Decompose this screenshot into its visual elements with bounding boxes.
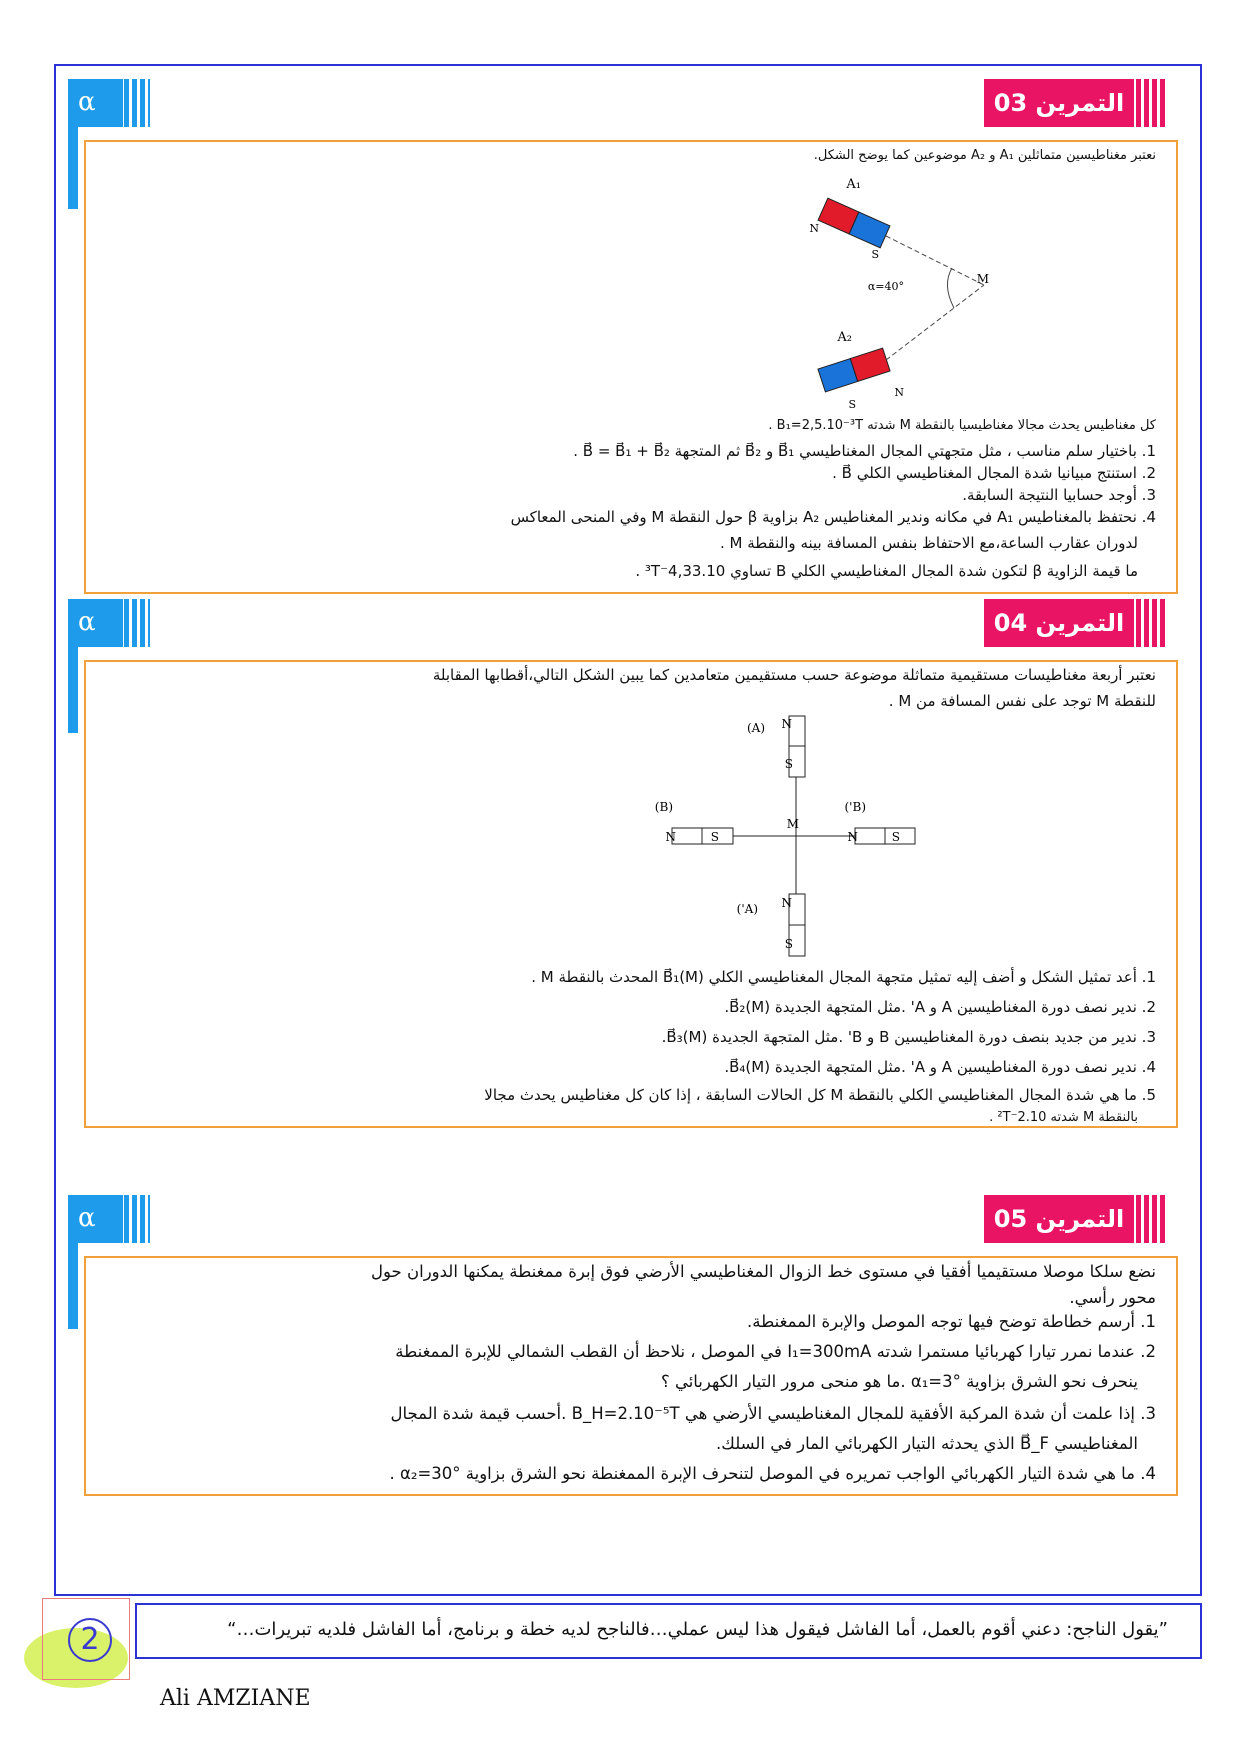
- ex3-label-s2: S: [848, 398, 856, 411]
- ex4-magnet-b2: [855, 828, 915, 844]
- ex3-figure: [746, 170, 1026, 410]
- ex4-a2-s: S: [784, 937, 793, 951]
- page-number: 2: [68, 1618, 112, 1662]
- ex3-title-stripes: [1136, 79, 1168, 127]
- ex4-q1: 1. أعد تمثيل الشكل و أضف إليه تمثيل متجهة المجال المغناطيسي الكلي B⃗₁(M) المحدث بالنقطة M .: [531, 968, 1156, 986]
- ex4-q5a: 5. ما هي شدة المجال المغناطيسي الكلي بالنقطة M كل الحالات السابقة ، إذا كان كل مغناطيس يحدث مجالا: [484, 1086, 1156, 1104]
- footer-quote-box: [135, 1603, 1202, 1659]
- ex3-angle-arc: [947, 268, 954, 308]
- ex5-intro2: محور رأسي.: [1069, 1288, 1156, 1307]
- ex3-alpha-badge: α: [68, 79, 123, 127]
- ex3-header: [56, 79, 1204, 127]
- ex5-intro1: نضع سلكا موصلا مستقيميا أفقيا في مستوى خط الزوال المغناطيسي الأرضي فوق إبرة ممغنطة يمكنها الدوران حول: [371, 1262, 1156, 1281]
- ex4-b-s: S: [710, 830, 719, 844]
- ex5-q2b: ينحرف نحو الشرق بزاوية α₁=3° .ما هو منحى مرور التيار الكهربائي ؟: [660, 1372, 1138, 1391]
- ex4-intro1: نعتبر أربعة مغناطيسات مستقيمية متماثلة موضوعة حسب مستقيمين متعامدين كما يبين الشكل التالي،أقطابها المقابلة: [432, 666, 1156, 684]
- ex3-q3: 3. أوجد حسابيا النتيجة السابقة.: [962, 486, 1156, 504]
- ex3-label-n2: N: [894, 386, 904, 399]
- ex4-q5b: بالنقطة M شدته 2.10⁻²T .: [989, 1110, 1138, 1125]
- ex4-a-n: N: [781, 717, 792, 731]
- author-name: Ali AMZIANE: [160, 1686, 311, 1711]
- ex4-header: [56, 599, 1204, 647]
- ex3-label-a1: A₁: [846, 177, 861, 192]
- ex5-alpha-badge: α: [68, 1195, 123, 1243]
- ex5-header: [56, 1195, 1204, 1243]
- ex3-q4c: ما قيمة الزاوية β لتكون شدة المجال المغناطيسي الكلي B تساوي 4,33.10⁻³T .: [635, 562, 1138, 580]
- ex4-title: التمرين 04: [984, 599, 1134, 647]
- ex3-label-s1: S: [871, 248, 879, 261]
- footer-quote: ”يقول الناجح: دعني أقوم بالعمل، أما الفاشل فيقول هذا ليس عملي…فالناجح لديه خطة و برنامج، أما الفاشل فلديه تبريرات…“: [227, 1619, 1168, 1640]
- ex4-intro2: للنقطة M توجد على نفس المسافة من M .: [888, 692, 1156, 710]
- ex4-b-n: N: [665, 830, 676, 844]
- ex4-b2-n: N: [847, 830, 858, 844]
- ex5-alpha-stripes: [124, 1195, 150, 1243]
- ex3-q4a: 4. نحتفظ بالمغناطيس A₁ في مكانه وندير المغناطيس A₂ بزاوية β حول النقطة M وفي المنحى المعاكس: [510, 508, 1156, 526]
- ex5-q1: 1. أرسم خطاطة توضح فيها توجه الموصل والإبرة الممغنطة.: [747, 1312, 1156, 1331]
- ex4-alpha-stripes: [124, 599, 150, 647]
- ex4-label-m: M: [786, 817, 799, 831]
- ex5-title-stripes: [1136, 1195, 1168, 1243]
- ex3-alpha-tail: [68, 127, 78, 209]
- ex3-magnet-a2: [818, 348, 890, 392]
- ex4-alpha-tail: [68, 647, 78, 733]
- ex3-given: كل مغناطيس يحدث مجالا مغناطيسيا بالنقطة M شدته B₁=2,5.10⁻³T .: [768, 418, 1156, 433]
- ex5-alpha-tail: [68, 1243, 78, 1329]
- ex4-title-stripes: [1136, 599, 1168, 647]
- ex5-q4: 4. ما هي شدة التيار الكهربائي الواجب تمريره في الموصل لتنحرف الإبرة الممغنطة نحو الشرق بزاوية α₂=30° .: [389, 1464, 1156, 1483]
- ex4-q4: 4. ندير نصف دورة المغناطيسين A و A' .مثل المتجهة الجديدة B⃗₄(M).: [724, 1058, 1156, 1076]
- ex4-panel: [84, 660, 1178, 1128]
- ex4-magnet-b: [672, 828, 733, 844]
- ex5-q2a: 2. عندما نمرر تيارا كهربائيا مستمرا شدته I₁=300mA في الموصل ، نلاحظ أن القطب الشمالي للإبرة الممغنطة: [395, 1342, 1156, 1361]
- ex3-q4b: لدوران عقارب الساعة،مع الاحتفاظ بنفس المسافة بينه والنقطة M .: [719, 534, 1138, 552]
- ex3-intro: نعتبر مغناطيسين متماثلين A₁ و A₂ موضوعين كما يوضح الشكل.: [813, 148, 1156, 163]
- ex5-q3b: المغناطيسي B⃗_F الذي يحدثه التيار الكهربائي المار في السلك.: [716, 1434, 1138, 1453]
- ex3-magnet-a1: [818, 198, 890, 248]
- ex3-title: التمرين 03: [984, 79, 1134, 127]
- ex4-label-b2: (B'): [844, 800, 866, 814]
- ex5-q3a: 3. إذا علمت أن شدة المركبة الأفقية للمجال المغناطيسي الأرضي هي B_H=2.10⁻⁵T .أحسب قيمة شدة المجال: [390, 1404, 1156, 1423]
- ex3-label-m: M: [976, 272, 989, 286]
- ex3-label-a2: A₂: [837, 330, 852, 345]
- ex4-q3: 3. ندير من جديد بنصف دورة المغناطيسين B و B' .مثل المتجهة الجديدة B⃗₃(M).: [661, 1028, 1156, 1046]
- ex5-panel: [84, 1256, 1178, 1496]
- page-frame: [54, 64, 1202, 1596]
- ex3-panel: [84, 140, 1178, 594]
- ex3-q1: 1. باختيار سلم مناسب ، مثل متجهتي المجال المغناطيسي B⃗₁ و B⃗₂ ثم المتجهة B⃗ = B⃗₁ + B⃗₂ .: [573, 442, 1156, 460]
- ex4-label-a2: (A'): [736, 902, 758, 916]
- ex4-figure: [654, 716, 934, 962]
- ex4-label-b: (B): [654, 800, 673, 814]
- ex3-alpha-stripes: [124, 79, 150, 127]
- ex4-b2-s: S: [891, 830, 900, 844]
- ex3-label-angle: α=40°: [867, 280, 904, 293]
- ex3-line-a1: [886, 236, 984, 285]
- ex5-title: التمرين 05: [984, 1195, 1134, 1243]
- ex3-q2: 2. استنتج مبيانيا شدة المجال المغناطيسي الكلي B⃗ .: [832, 464, 1156, 482]
- ex4-q2: 2. ندير نصف دورة المغناطيسين A و A' .مثل المتجهة الجديدة B⃗₂(M).: [724, 998, 1156, 1016]
- ex4-label-a: (A): [746, 721, 765, 735]
- ex4-alpha-badge: α: [68, 599, 123, 647]
- ex4-a2-n: N: [781, 896, 792, 910]
- ex4-a-s: S: [784, 757, 793, 771]
- ex3-line-a2: [886, 285, 984, 360]
- ex3-label-n1: N: [809, 222, 819, 235]
